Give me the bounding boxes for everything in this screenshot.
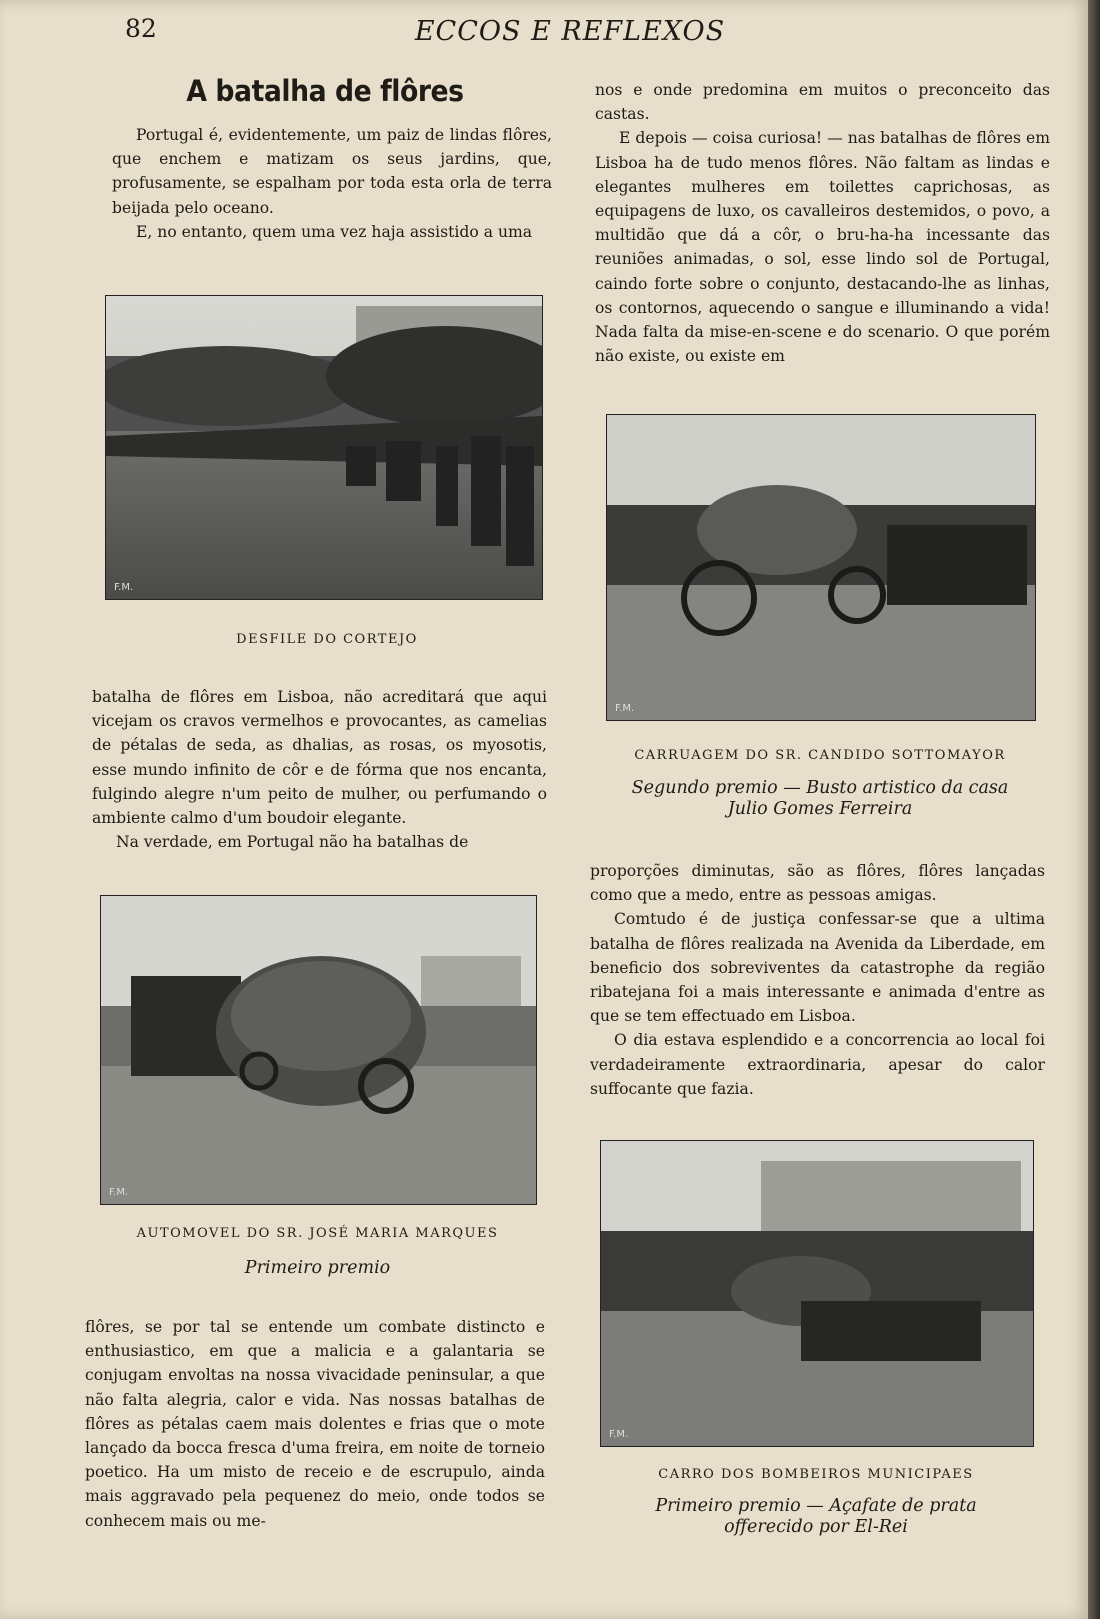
photo-monogram: F.M.	[114, 582, 134, 593]
photo-monogram: F.M.	[615, 703, 635, 714]
article-text-col2-part2	[590, 859, 1045, 1101]
photo-desfile-do-cortejo	[105, 295, 543, 600]
photo-caption: CARRUAGEM DO SR. CANDIDO SOTTOMAYOR	[634, 748, 1006, 763]
article-title: A batalha de flôres	[186, 74, 464, 108]
photo-monogram: F.M.	[609, 1429, 629, 1440]
photo-subcaption: Primeiro premio — Açafate de prata	[655, 1496, 977, 1516]
paragraph: Comtudo é de justiça confessar-se que a ultima batalha de flôres realizada na Avenida da Liberdade, em beneficio dos sobreviventes da catastrophe da região ribatejana foi a mais interessante e animada d'entre as que se tem effectuado em Lisboa.	[590, 910, 1045, 1026]
article-text-col1-part2	[92, 685, 547, 854]
photo-caption: CARRO DOS BOMBEIROS MUNICIPAES	[658, 1467, 974, 1482]
paragraph: Na verdade, em Portugal não ha batalhas de	[116, 833, 469, 852]
paragraph: batalha de flôres em Lisboa, não acreditará que aqui vicejam os cravos vermelhos e provocantes, as camelias de pétalas de seda, as dhalias, as rosas, os myosotis, esse mundo infinito de côr e de fórma que nos encanta, fulgindo alegre n'um peito de mulher, ou perfumando o ambiente calmo d'um boudoir elegante.	[92, 688, 547, 828]
photo-subcaption: Julio Gomes Ferreira	[727, 799, 913, 819]
paragraph: O dia estava esplendido e a concorrencia ao local foi verdadeiramente extraordinaria, apesar do calor suffocante que fazia.	[590, 1031, 1045, 1098]
article-text-col2-part1	[595, 78, 1050, 368]
photo-automovel	[100, 895, 537, 1205]
article-text-col1-part1	[112, 123, 552, 244]
paragraph: E, no entanto, quem uma vez haja assistido a uma	[136, 222, 533, 241]
photo-caption: DESFILE DO CORTEJO	[236, 632, 418, 647]
article-text-col1-part3	[85, 1315, 545, 1533]
photo-monogram: F.M.	[109, 1187, 129, 1198]
paragraph: proporções diminutas, são as flôres, flôres lançadas como que a medo, entre as pessoas amigas.	[590, 862, 1045, 905]
magazine-title: ECCOS E REFLEXOS	[414, 16, 726, 47]
photo-caption: AUTOMOVEL DO SR. JOSÉ MARIA MARQUES	[136, 1226, 499, 1241]
paragraph: flôres, se por tal se entende um combate distincto e enthusiastico, em que a malicia e a galantaria se conjugam envoltas na nossa vivacidade peninsular, a que não falta alegria, calor e vida. Nas nossas batalhas de flôres as pétalas caem mais dolentes e frias que o mote lançado da bocca fresca d'uma freira, em noite de torneio poetico. Ha um misto de receio e de escrupulo, ainda mais aggravado pela pequenez do meio, onde todos se conhecem mais ou me-	[85, 1318, 545, 1530]
photo-carruagem	[606, 414, 1036, 721]
paragraph: E depois — coisa curiosa! — nas batalhas de flôres em Lisboa ha de tudo menos flôres. Não faltam as lindas e elegantes mulheres em toilettes caprichosas, as equipagens de luxo, os cavalleiros destemidos, o povo, a multidão que dá a côr, o bru-ha-ha incessante das reuniões animadas, o sol, esse lindo sol de Portugal, caindo forte sobre o conjunto, destacando-lhe as linhas, os contornos, aquecendo o sangue e illuminando a vida! Nada falta da mise-en-scene e do scenario. O que porém não existe, ou existe em	[595, 129, 1050, 366]
photo-subcaption: Segundo premio — Busto artistico da casa	[631, 778, 1009, 798]
book-binding-edge	[1088, 0, 1100, 1619]
photo-subcaption: offerecido por El-Rei	[724, 1517, 908, 1537]
paragraph: nos e onde predomina em muitos o preconceito das castas.	[595, 81, 1050, 124]
photo-subcaption: Primeiro premio	[244, 1258, 391, 1278]
paragraph: Portugal é, evidentemente, um paiz de lindas flôres, que enchem e matizam os seus jardins, que, profusamente, se espalham por toda esta orla de terra beijada pelo oceano.	[112, 126, 552, 217]
photo-carro-bombeiros	[600, 1140, 1034, 1447]
page-number: 82	[125, 14, 157, 43]
